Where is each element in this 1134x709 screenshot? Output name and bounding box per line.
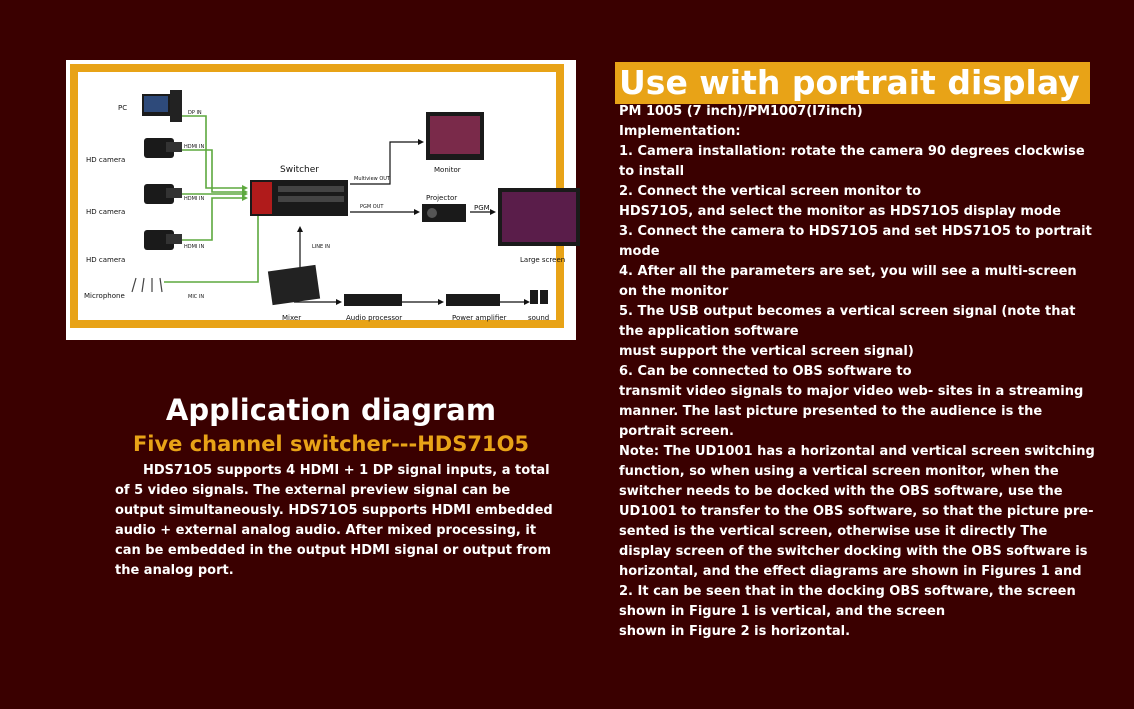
text-line: PM 1005 (7 inch)/PM1007(I7inch) (619, 104, 863, 119)
diagram-border (70, 64, 564, 328)
hdmi-in-label: HDMI IN (184, 244, 205, 250)
monitor-icon (426, 112, 484, 160)
large-screen-label: Large screen (520, 256, 566, 264)
multiview-out-label: Multiview OUT (354, 176, 390, 182)
line-in-label: LINE IN (312, 244, 330, 250)
pgm-out-label: PGM OUT (360, 204, 384, 210)
pc-label: PC (118, 104, 128, 112)
hd-camera-label: HD camera (86, 208, 126, 216)
switcher-label: Switcher (280, 165, 319, 175)
power-amplifier-label: Power amplifier (452, 314, 507, 322)
pgm-label: PGM (474, 204, 490, 212)
output-arrows (297, 139, 530, 305)
sound-label: sound (528, 314, 550, 322)
power-amplifier-icon (446, 294, 500, 306)
application-diagram-title: Application diagram (165, 393, 497, 427)
hdmi-in-label: HDMI IN (184, 144, 205, 150)
camera-icon (144, 230, 182, 250)
application-diagram-frame (66, 60, 576, 340)
projector-label: Projector (426, 194, 458, 202)
switcher-description: HDS71O5 supports 4 HDMI + 1 DP signal inputs, a total of 5 video signals. The external preview signal can be output simultaneously. HDS71O5 supports HDMI embedded audio + external analog audio. After mixed processing, it can be embedded in the output HDMI signal or output from the analog port. (115, 463, 553, 578)
text-line: shown in Figure 2 is horizontal. (619, 624, 851, 639)
text-line: Implementation: (619, 124, 741, 139)
diagram-canvas (78, 72, 566, 322)
pc-icon (142, 90, 182, 122)
mixer-icon (268, 265, 320, 305)
mixer-label: Mixer (282, 314, 302, 322)
hdmi-in-label: HDMI IN (184, 196, 205, 202)
text-line: 1. Camera installation: rotate the camera 90 degrees clockwise to install (619, 144, 1085, 179)
audio-processor-icon (344, 294, 402, 306)
speaker-icon (530, 290, 548, 304)
camera-icon (144, 138, 182, 158)
output-wires (294, 142, 524, 302)
text-line: 4. After all the parameters are set, you will see a multi-screen on the monitor (619, 264, 1077, 299)
text-line: 5. The USB output becomes a vertical screen signal (note that the application software (619, 304, 1076, 339)
hd-camera-label: HD camera (86, 156, 126, 164)
microphone-icon (132, 278, 162, 292)
text-line: must support the vertical screen signal) (619, 344, 914, 359)
switcher-icon (250, 180, 348, 216)
camera-icon (144, 184, 182, 204)
microphone-label: Microphone (84, 292, 125, 300)
monitor-label: Monitor (434, 166, 461, 174)
audio-processor-label: Audio processor (346, 314, 403, 322)
mic-in-label: MIC IN (188, 294, 205, 300)
switcher-subtitle: Five channel switcher---HDS71O5 (132, 432, 530, 456)
text-line: Note: The UD1001 has a horizontal and vertical screen switching function, so when using a vertical screen monitor, when the switcher needs to be docked with the OBS software, use the UD1001 to transfer to the OBS software, so that the picture pre- sented is the vertical screen, otherwise use it directly The display screen of the switcher docking with the OBS software is horizontal, and the effect diagrams are shown in Figures 1 and 2. It can be seen that in the docking OBS software, the screen shown in Figure 1 is vertical, and the screen (619, 444, 1095, 619)
portrait-display-title: Use with portrait display (615, 62, 1090, 104)
dp-in-label: DP IN (188, 110, 202, 116)
text-line: 6. Can be connected to OBS software to (619, 364, 912, 379)
text-line: 2. Connect the vertical screen monitor to (619, 184, 922, 199)
text-line: transmit video signals to major video web- sites in a streaming manner. The last picture presented to the audience is the portrait screen. (619, 384, 1084, 439)
text-line: HDS71O5, and select the monitor as HDS71O5 display mode (619, 204, 1061, 219)
hd-camera-label: HD camera (86, 256, 126, 264)
large-screen-icon (498, 188, 580, 246)
text-line: 3. Connect the camera to HDS71O5 and set HDS71O5 to portrait mode (619, 224, 1092, 259)
projector-icon (422, 204, 466, 222)
portrait-display-body (619, 102, 1099, 642)
diagram-svg (78, 72, 566, 322)
